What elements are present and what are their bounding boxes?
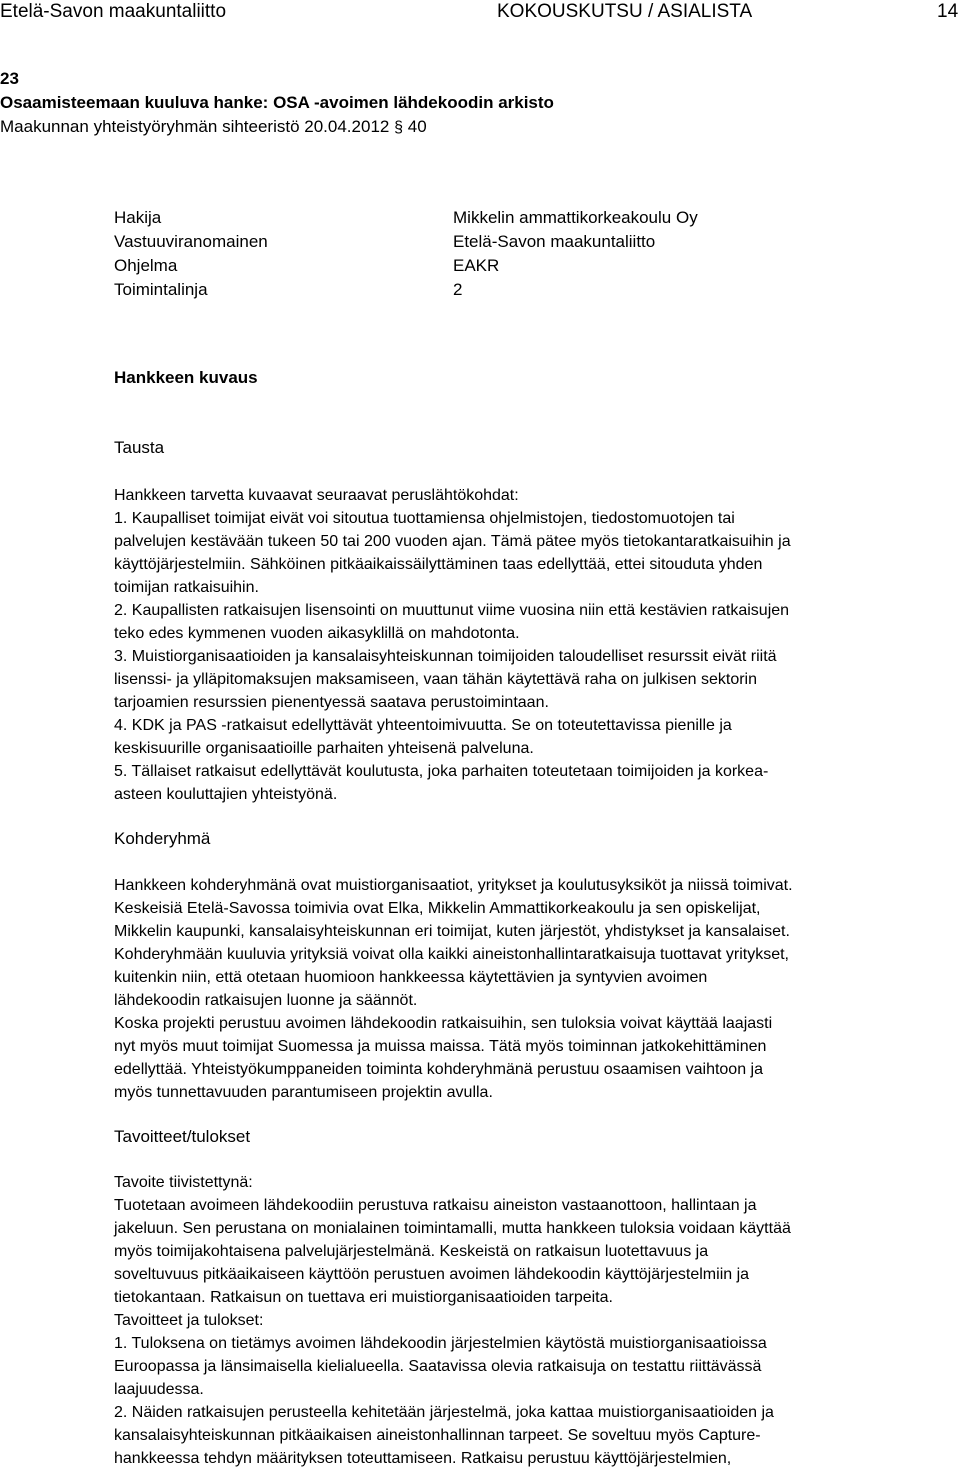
- info-row: [114, 206, 698, 230]
- kohderyhma-text: Hankkeen kohderyhmänä ovat muistiorganisaatiot, yritykset ja koulutusyksiköt ja niissä toimivat. Keskeisiä Etelä-Savossa toimivia ovat Elka, Mikkelin Ammattikorkeakoulu ja sen opiskelijat, Mikkelin kaupunki, kansalaisyhteiskunnan eri toimijat, kuten järjestöt, yhdistykset ja kansalaiset. Kohderyhmään kuuluvia yrityksiä voivat olla kaikki aineistonhallintaratkaisuja tuottavat yritykset, kuitenkin niin, että otetaan huomioon hankkeessa käytettävien ja syntyvien avoimen lähdekoodin ratkaisujen luonne ja säännöt. Koska projekti perustuu avoimen lähdekoodin ratkaisuihin, sen tuloksia voivat käyttää laajasti nyt myös muut toimijat Suomessa ja muissa maissa. Tätä myös toiminnan jatkokehittäminen edellyttää. Yhteistyökumppaneiden toiminta kohderyhmänä perustuu osaamisen vaihtoon ja myös tunnettavuuden parantumiseen projektin avulla.: [114, 877, 793, 1101]
- tausta-text: Hankkeen tarvetta kuvaavat seuraavat peruslähtökohdat: 1. Kaupalliset toimijat eivät voi sitoutua tuottamiensa ohjelmistojen, tiedostomuotojen tai palvelujen kestävään tukeen 50 tai 200 vuoden ajan. Tämä pätee myös tietokantaratkaisuihin ja käyttöjärjestelmiin. Sähköinen pitkäaikaissäilyttäminen taas edellyttää, ettei sitouduta yhden toimijan ratkaisuihin. 2. Kaupallisten ratkaisujen lisensointi on muuttunut viime vuosina niin että kestävien ratkaisujen teko edes kymmenen vuoden aikasyklillä on mahdotonta. 3. Muistiorganisaatioiden ja kansalaisyhteiskunnan toimijoiden taloudelliset resurssit eivät riitä lisenssi- ja ylläpitomaksujen maksamiseen, vaan tähän käytettävä raha on julkisen sektorin tarjoamien resurssien pienentyessä saatava perustoimintaan. 4. KDK ja PAS -ratkaisut edellyttävät yhteentoimivuutta. Se on toteutettavissa pienille ja keskisuurille organisaatioille parhaiten yhteisenä palveluna. 5. Tällaiset ratkaisut edellyttävät koulutusta, joka parhaiten toteutetaan toimijoiden ja korkea- asteen kouluttajien yhteistyönä.: [114, 487, 791, 803]
- info-label: Toimintalinja: [114, 280, 208, 299]
- info-value: EAKR: [453, 256, 500, 275]
- project-info-table: [114, 206, 698, 302]
- kohderyhma-body: [114, 874, 960, 1104]
- tavoitteet-body: [114, 1171, 960, 1470]
- info-label: Vastuuviranomainen: [114, 232, 268, 251]
- item-meta-line: [0, 115, 554, 140]
- info-value: 2: [453, 280, 463, 299]
- info-label: Ohjelma: [114, 256, 178, 275]
- section-sign: §: [394, 119, 403, 136]
- section-heading-hankkeen-kuvaus: Hankkeen kuvaus: [114, 368, 258, 387]
- info-label: Hakija: [114, 208, 162, 227]
- subheading-tavoitteet: Tavoitteet/tulokset: [114, 1127, 251, 1146]
- header-organization: Etelä-Savon maakuntaliitto: [0, 1, 227, 22]
- item-title: Osaamisteemaan kuuluva hanke: OSA -avoimen lähdekoodin arkisto: [0, 93, 554, 112]
- info-value: Etelä-Savon maakuntaliitto: [453, 232, 656, 251]
- section-number: 40: [407, 117, 427, 136]
- tavoitteet-text: Tavoite tiivistettynä: Tuotetaan avoimeen lähdekoodiin perustuva ratkaisu aineiston vastaanottoon, hallintaan ja jakeluun. Sen perustana on monialainen toimintamalli, mutta hankkeen tuloksia voidaan käyttää myös toimijakohtaisena palvelujärjestelmänä. Keskeistä on ratkaisun luotettavuus ja soveltuvuus pitkäaikaiseen käyttöön perustuen avoimen lähdekoodin käyttöjärjestelmiin ja tietokantaan. Ratkaisun on tuettava eri muistiorganisaatioiden tarpeita. Tavoitteet ja tulokset: 1. Tuloksena on tietämys avoimen lähdekoodin järjestelmien käytöstä muistiorganisaatioissa Euroopassa ja länsimaisella kielialueella. Saatavissa olevia ratkaisuja on testattu riittävässä laajuudessa. 2. Näiden ratkaisujen perusteella kehitetään järjestelmä, joka kattaa muistiorganisaatioiden ja kansalaisyhteiskunnan pitkäaikaisen aineistonhallinnan tarpeet. Se soveltuu myös Capture- hankkeessa tehdyn määrityksen toteuttamiseen. Ratkaisu perustuu käyttöjärjestelmien,: [114, 1174, 791, 1467]
- info-row: [114, 230, 698, 254]
- subheading-kohderyhma: Kohderyhmä: [114, 829, 211, 848]
- meeting-body-date: Maakunnan yhteistyöryhmän sihteeristö 20.04.2012: [0, 117, 390, 136]
- page-header: [0, 0, 960, 26]
- info-row: [114, 278, 698, 302]
- header-document-title: KOKOUSKUTSU / ASIALISTA: [497, 1, 753, 22]
- header-page-number: 14: [937, 1, 959, 22]
- info-row: [114, 254, 698, 278]
- agenda-item-heading: [0, 67, 554, 140]
- tausta-body: [114, 484, 960, 806]
- item-number: 23: [0, 69, 19, 88]
- info-value: Mikkelin ammattikorkeakoulu Oy: [453, 208, 698, 227]
- subheading-tausta: Tausta: [114, 438, 165, 457]
